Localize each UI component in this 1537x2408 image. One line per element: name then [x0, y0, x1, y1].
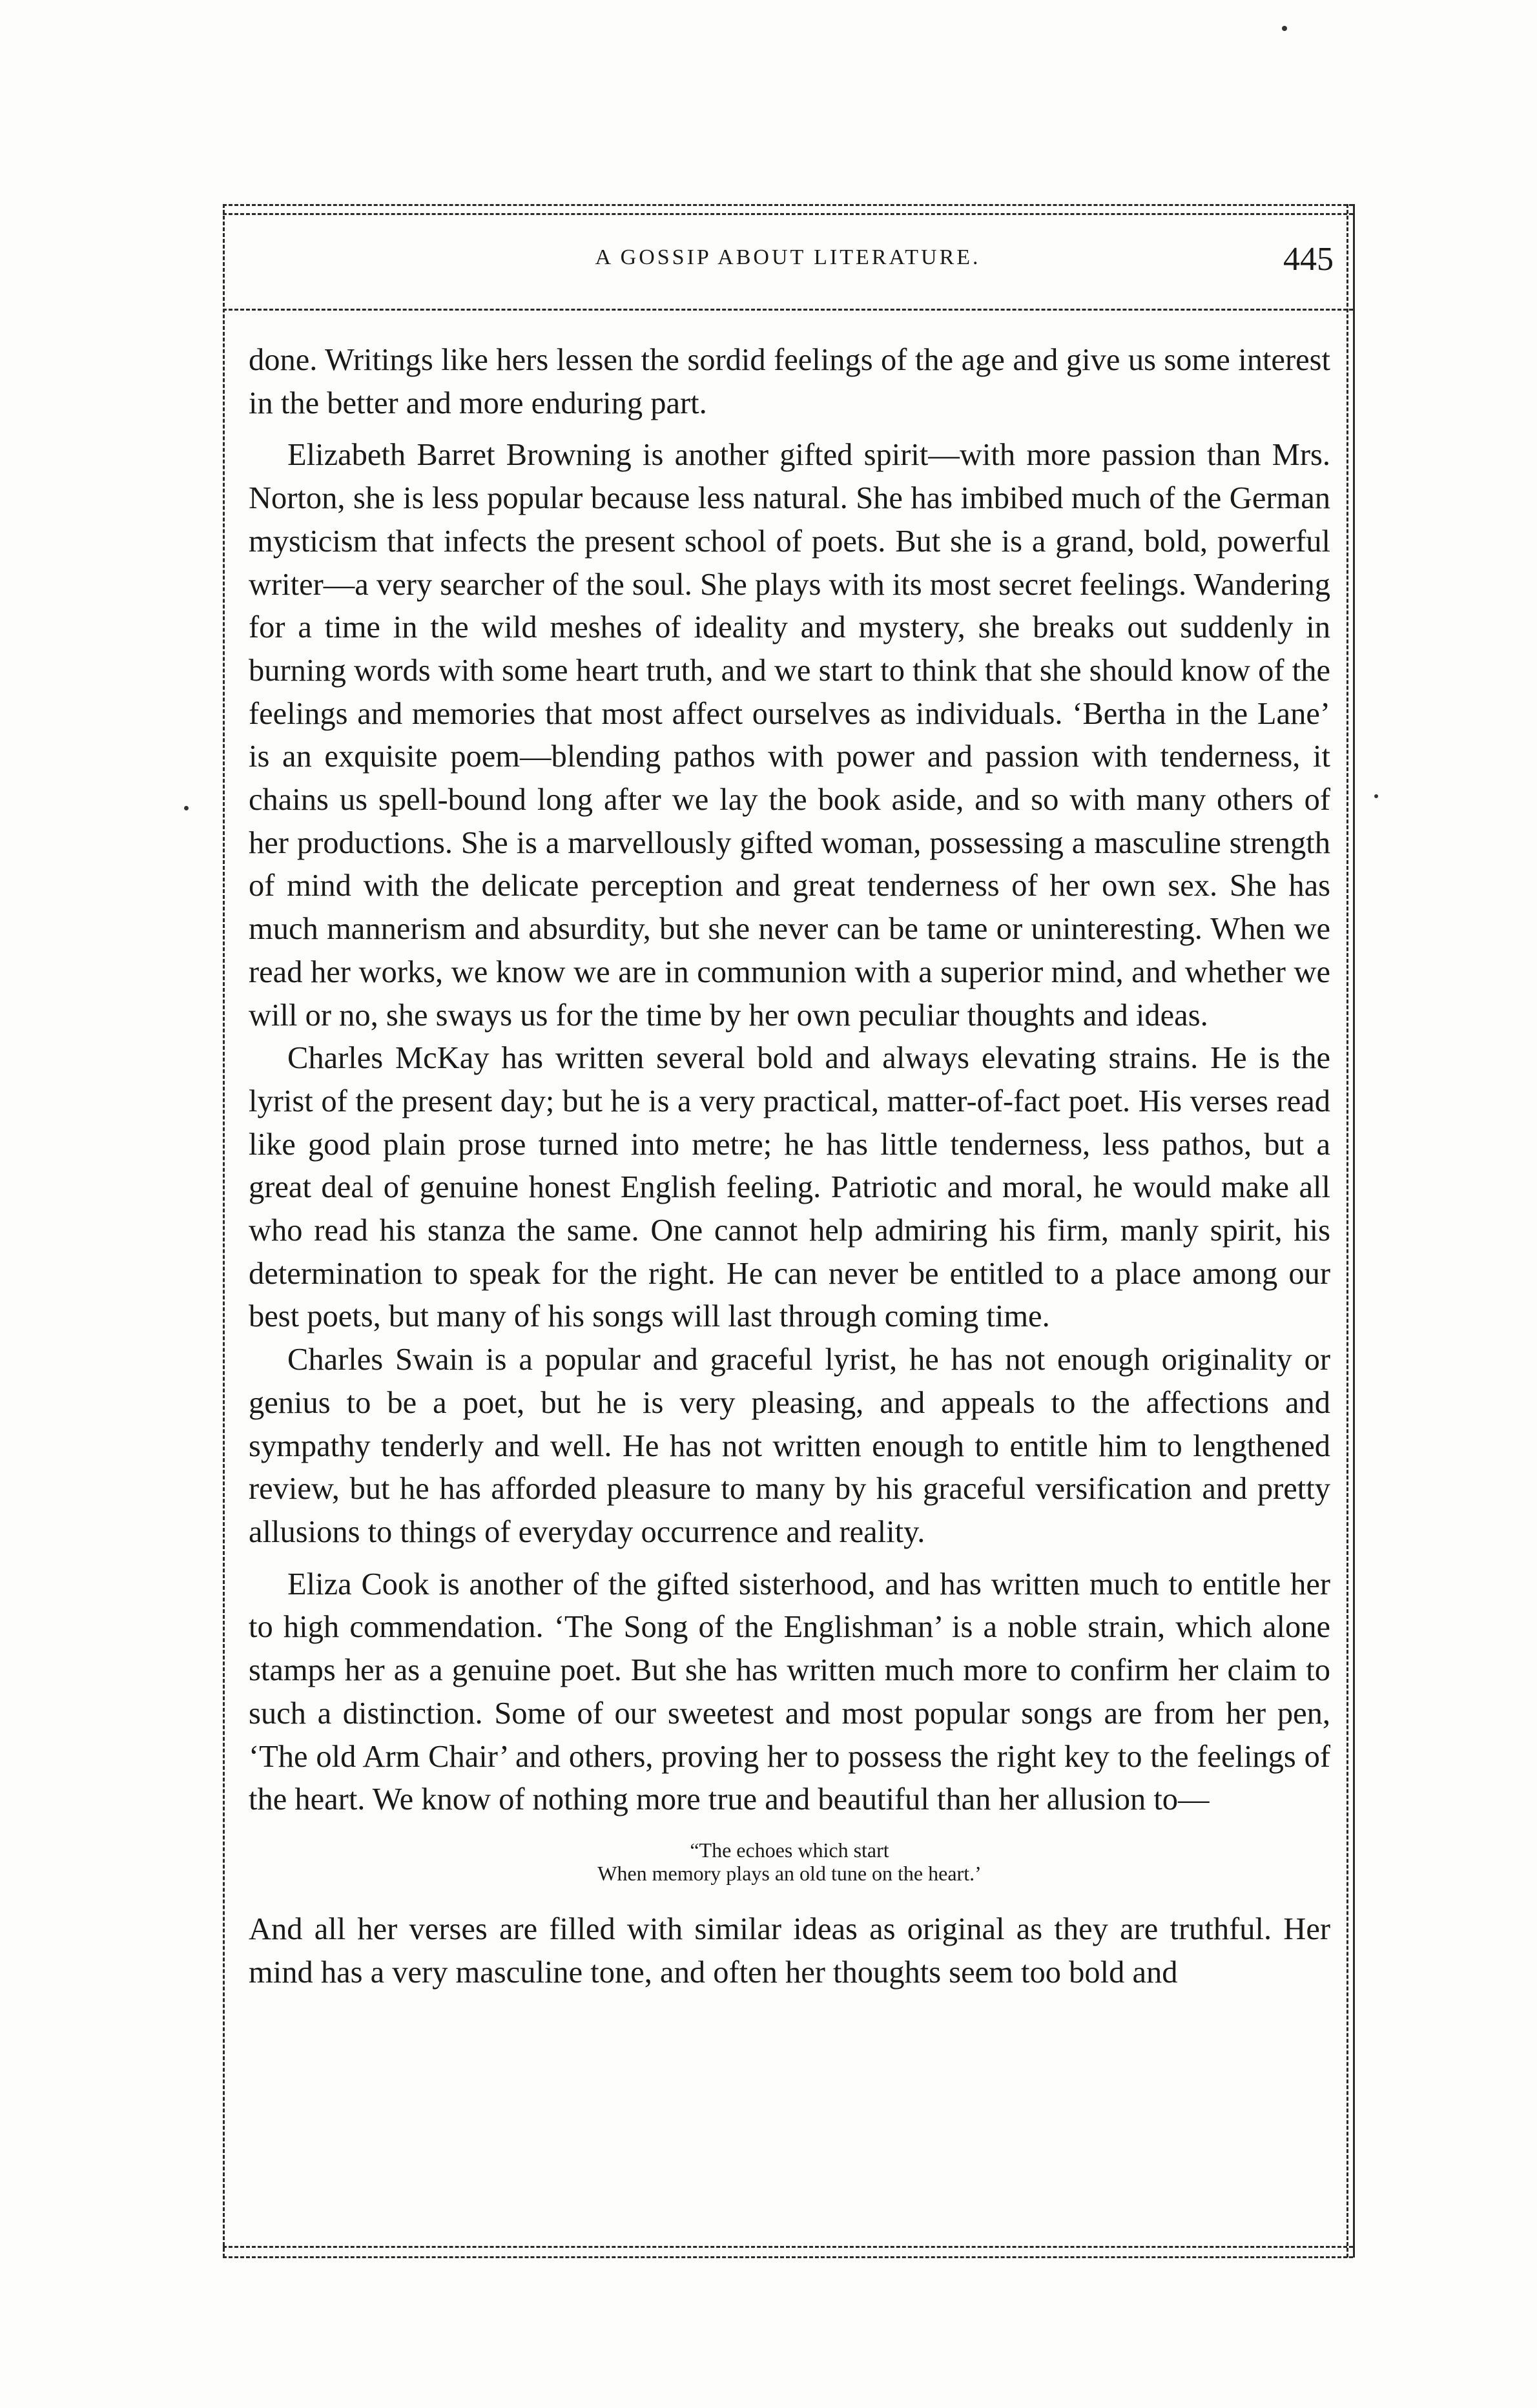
- page-header: [223, 240, 1353, 285]
- paragraph-cook: Eliza Cook is another of the gifted sisterhood, and has written much to entitle her to high commendation. ‘The Song of the Englishman’ is a noble strain, which alone stamps her as a genuine poet. But she has written much more to confirm her claim to such a distinction. Some of our sweetest and most popular songs are from her pen, ‘The old Arm Chair’ and others, proving her to possess the right key to the feelings of the heart. We know of nothing more true and beautiful than her allusion to—: [249, 1567, 1330, 1817]
- speck: [1374, 794, 1378, 798]
- header-rule: [223, 309, 1353, 311]
- paragraph-continuation: done. Writings like hers lessen the sordid feelings of the age and give us some interest in the better and more enduring part.: [249, 343, 1330, 420]
- bottom-frame-rule-inner: [223, 2256, 1353, 2258]
- block-quote: [249, 1838, 1330, 1885]
- quote-line-1: “The echoes which start: [690, 1838, 889, 1862]
- top-frame-rule: [223, 204, 1353, 206]
- quote-line-2: When memory plays an old tune on the heart.’: [597, 1861, 982, 1885]
- paragraph-mckay: Charles McKay has written several bold and always elevating strains. He is the lyrist of the present day; but he is a very practical, matter-of-fact poet. His verses read like good plain prose turned into metre; he has little tenderness, less pathos, but a great deal of genuine honest English feeling. Patriotic and moral, he would make all who read his stanza the same. One cannot help admiring his firm, manly spirit, his determination to speak for the right. He can never be entitled to a place among our best poets, but many of his songs will last through coming time.: [249, 1041, 1330, 1334]
- paragraph-swain: Charles Swain is a popular and graceful lyrist, he has not enough originality or genius to be a poet, but he is very pleasing, and appeals to the affections and sympathy tenderly and well. He has not written enough to entitle him to lengthened review, but he has afforded pleasure to many by his graceful versification and pretty allusions to things of everyday occurrence and reality.: [249, 1343, 1330, 1549]
- bottom-frame-rule: [223, 2246, 1353, 2248]
- running-head: A GOSSIP ABOUT LITERATURE.: [595, 245, 981, 269]
- speck: [184, 806, 189, 810]
- right-frame-rule-outer: [1353, 204, 1355, 2258]
- left-frame-rule: [223, 204, 225, 2258]
- top-frame-rule-inner: [223, 213, 1353, 215]
- speck: [1282, 26, 1287, 31]
- paragraph-closing: And all her verses are filled with similar ideas as original as they are truthful. Her mind has a very masculine tone, and often her thoughts seem too bold and: [249, 1911, 1330, 1990]
- body-text: [249, 339, 1330, 1994]
- page-number: 445: [1283, 241, 1334, 278]
- paragraph-browning: Elizabeth Barret Browning is another gifted spirit—with more passion than Mrs. Norton, she is less popular because less natural. She has imbibed much of the German mysticism that infects the present school of poets. But she is a grand, bold, powerful writer—a very searcher of the soul. She plays with its most secret feelings. Wandering for a time in the wild meshes of ideality and mystery, she breaks out suddenly in burning words with some heart truth, and we start to think that she should know of the feelings and memories that most affect ourselves as individuals. ‘Bertha in the Lane’ is an exquisite poem—blending pathos with power and passion with tenderness, it chains us spell-bound long after we lay the book aside, and so with many others of her productions. She is a marvellously gifted woman, possessing a masculine strength of mind with the delicate perception and great tenderness of her own sex. She has much mannerism and absurdity, but she never can be tame or uninteresting. When we read her works, we know we are in communion with a superior mind, and whether we will or no, she sways us for the time by her own peculiar thoughts and ideas.: [249, 438, 1330, 1033]
- right-frame-rule: [1346, 204, 1348, 2258]
